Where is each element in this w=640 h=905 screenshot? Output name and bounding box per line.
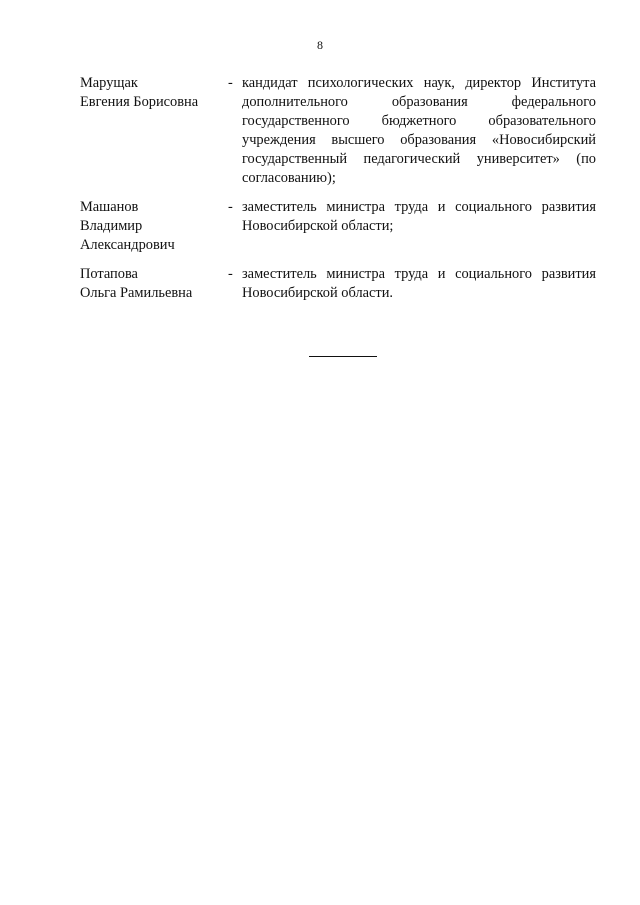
member-name bbox=[80, 74, 228, 112]
member-description: заместитель министра труда и социального развития Новосибирской области. bbox=[242, 266, 596, 301]
end-divider-line bbox=[309, 356, 377, 357]
member-name-line: Марущак bbox=[80, 75, 138, 91]
member-name-line: Машанов bbox=[80, 199, 139, 215]
member-name-line: Александрович bbox=[80, 237, 175, 253]
member-description: кандидат психологических наук, директор Института дополнительного образования федерального государственного бюджетного образовательного учреждения высшего образования «Новосибирский государственный педагогический университет» (по согласованию); bbox=[242, 75, 596, 186]
entry-dash: - bbox=[228, 199, 233, 215]
member-entry bbox=[80, 198, 596, 255]
entry-dash: - bbox=[228, 266, 233, 282]
member-name bbox=[80, 265, 228, 303]
member-name-line: Ольга Рамильевна bbox=[80, 285, 193, 301]
entry-dash: - bbox=[228, 75, 233, 91]
member-name-line: Владимир bbox=[80, 218, 143, 234]
member-list bbox=[80, 74, 596, 313]
member-name-line: Потапова bbox=[80, 266, 138, 282]
page-number: 8 bbox=[317, 38, 323, 52]
member-entry bbox=[80, 74, 596, 188]
member-description: заместитель министра труда и социального развития Новосибирской области; bbox=[242, 199, 596, 234]
member-name-line: Евгения Борисовна bbox=[80, 94, 199, 110]
member-name bbox=[80, 198, 228, 255]
member-entry bbox=[80, 265, 596, 303]
